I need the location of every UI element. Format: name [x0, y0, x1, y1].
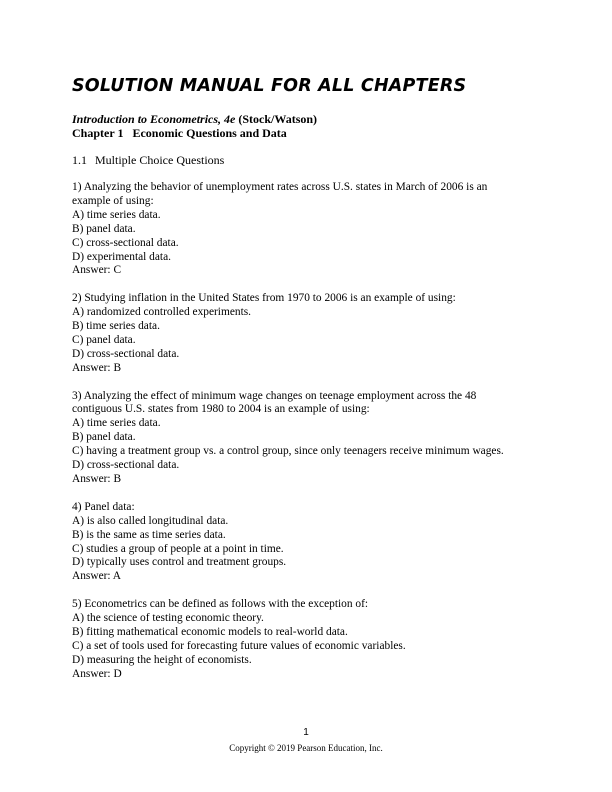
- answer-option: C) cross-sectional data.: [72, 236, 179, 249]
- question-stem: 4) Panel data:: [72, 500, 135, 513]
- answer-option: C) a set of tools used for forecasting future values of economic variables.: [72, 639, 406, 652]
- section-heading: [72, 153, 224, 168]
- answer-key: Answer: A: [72, 570, 122, 583]
- answer-option: D) experimental data.: [72, 250, 171, 263]
- answer-option: D) measuring the height of economists.: [72, 653, 252, 666]
- answer-option: C) studies a group of people at a point in time.: [72, 542, 284, 555]
- answer-option: B) panel data.: [72, 222, 136, 235]
- section-title: Multiple Choice Questions: [95, 153, 225, 167]
- answer-option: D) cross-sectional data.: [72, 347, 180, 360]
- answer-option: B) time series data.: [72, 320, 160, 333]
- question-item: [72, 181, 542, 278]
- answer-option: B) panel data.: [72, 431, 136, 444]
- answer-option: A) is also called longitudinal data.: [72, 514, 229, 527]
- banner-heading: SOLUTION MANUAL FOR ALL CHAPTERS: [72, 76, 467, 96]
- book-line: [72, 112, 317, 127]
- book-authors: (Stock/Watson): [238, 112, 318, 126]
- copyright-notice: Copyright © 2019 Pearson Education, Inc.: [229, 743, 383, 753]
- question-stem: 2) Studying inflation in the United States from 1970 to 2006 is an example of using:: [72, 292, 456, 305]
- answer-key: Answer: D: [72, 667, 122, 680]
- question-item: [72, 292, 542, 375]
- answer-key: Answer: B: [72, 361, 122, 374]
- book-title: Introduction to Econometrics, 4e: [72, 112, 236, 126]
- question-stem: contiguous U.S. states from 1980 to 2004 is an example of using:: [72, 403, 370, 416]
- question-item: [72, 598, 542, 681]
- answer-option: B) is the same as time series data.: [72, 528, 226, 541]
- answer-option: B) fitting mathematical economic models to real-world data.: [72, 625, 348, 638]
- chapter-heading: [72, 126, 287, 141]
- answer-option: A) the science of testing economic theory.: [72, 612, 264, 625]
- question-stem: example of using:: [72, 194, 154, 207]
- question-stem: 1) Analyzing the behavior of unemployment rates across U.S. states in March of 2006 is an: [72, 181, 488, 193]
- answer-option: C) panel data.: [72, 333, 136, 346]
- page-number: 1: [303, 727, 309, 738]
- answer-option: A) time series data.: [72, 208, 161, 221]
- answer-option: D) cross-sectional data.: [72, 459, 180, 472]
- chapter-title: Economic Questions and Data: [132, 126, 287, 140]
- question-item: [72, 501, 542, 584]
- answer-option: D) typically uses control and treatment groups.: [72, 556, 287, 569]
- question-item: [72, 390, 542, 487]
- question-stem: 3) Analyzing the effect of minimum wage changes on teenage employment across the 48: [72, 389, 477, 402]
- answer-key: Answer: C: [72, 264, 122, 277]
- question-list: [72, 181, 542, 695]
- section-number: 1.1: [72, 153, 87, 167]
- answer-option: A) randomized controlled experiments.: [72, 306, 252, 319]
- answer-key: Answer: B: [72, 473, 122, 485]
- chapter-number: Chapter 1: [72, 126, 124, 140]
- question-stem: 5) Econometrics can be defined as follows with the exception of:: [72, 598, 369, 611]
- answer-option: C) having a treatment group vs. a control group, since only teenagers receive minimum wages.: [72, 445, 504, 458]
- answer-option: A) time series data.: [72, 417, 161, 430]
